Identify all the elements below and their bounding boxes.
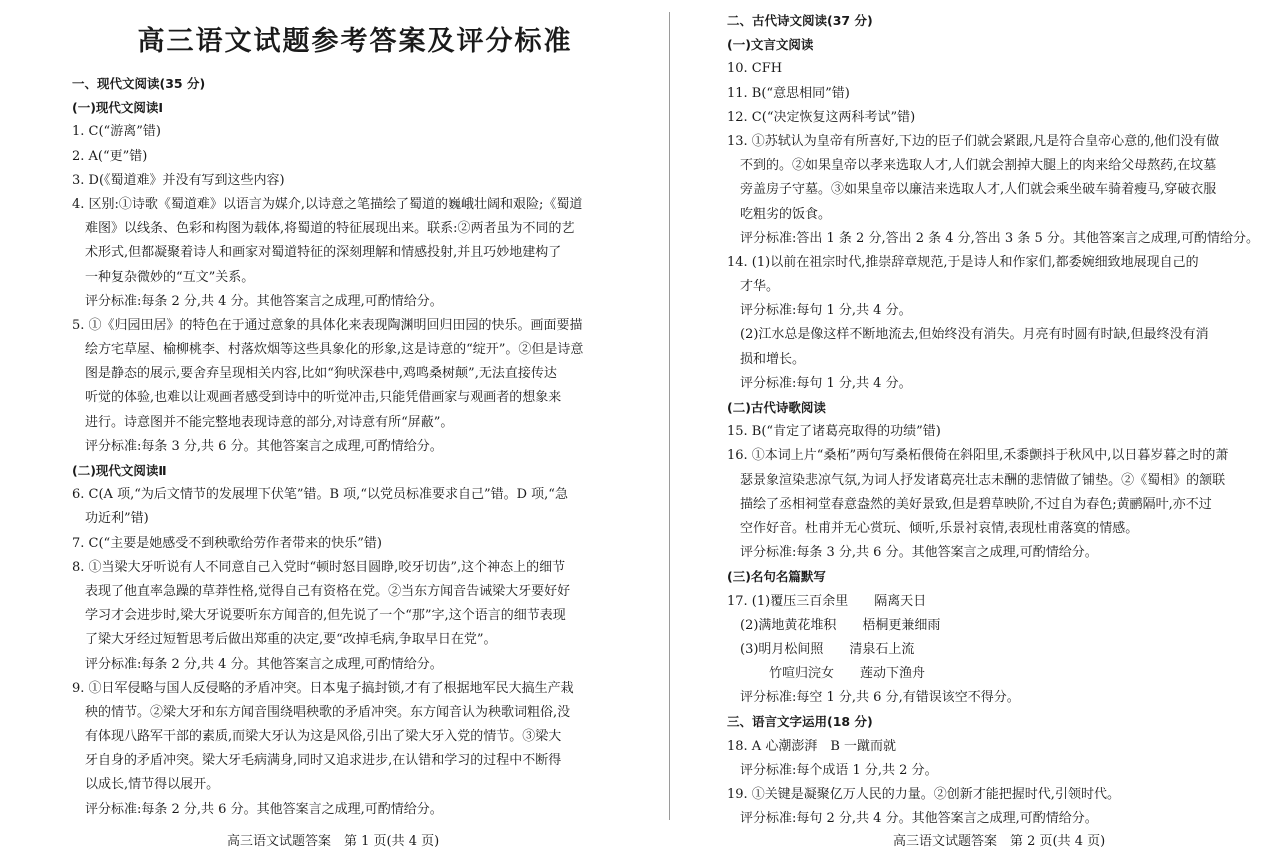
answer-line: 术形式,但都凝聚着诗人和画家对蜀道特征的深刻理解和情感投射,并且巧妙地建构了 bbox=[85, 245, 562, 261]
section-heading: 一、现代文阅读(35 分) bbox=[72, 76, 206, 91]
answer-line: 17. (1)覆压三百余里 隔离天日 bbox=[727, 593, 927, 609]
scoring-criteria: 评分标准:每句 1 分,共 4 分。 bbox=[740, 303, 912, 319]
answer-line: 14. (1)以前在祖宗时代,推崇辞章规范,于是诗人和作家们,都委婉细致地展现自己的 bbox=[727, 254, 1199, 270]
page-2 bbox=[727, 0, 1273, 831]
scoring-criteria: 评分标准:每个成语 1 分,共 2 分。 bbox=[740, 762, 938, 778]
scoring-criteria: 评分标准:每条 2 分,共 6 分。其他答案言之成理,可酌情给分。 bbox=[85, 801, 443, 817]
scoring-criteria: 评分标准:每条 3 分,共 6 分。其他答案言之成理,可酌情给分。 bbox=[740, 545, 1098, 561]
answer-line: 瑟景象渲染悲凉气氛,为词人抒发诸葛亮壮志未酬的悲情做了铺垫。②《蜀相》的颔联 bbox=[740, 472, 1226, 488]
answer-line: 描绘了丞相祠堂春意盎然的美好景致,但是碧草映阶,不过自为春色;黄鹂隔叶,亦不过 bbox=[740, 496, 1212, 512]
answer-line: 损和增长。 bbox=[740, 351, 806, 367]
answer-line: 秧的情节。②梁大牙和东方闻音围绕唱秧歌的矛盾冲突。东方闻音认为秧歌词粗俗,没 bbox=[85, 704, 571, 720]
scoring-criteria: 评分标准:每条 2 分,共 4 分。其他答案言之成理,可酌情给分。 bbox=[85, 293, 443, 309]
answer-line: 18. A 心潮澎湃 B 一蹴而就 bbox=[727, 738, 897, 754]
answer-line: 表现了他直率急躁的草莽性格,觉得自己有资格在党。②当东方闻音告诫梁大牙要好好 bbox=[85, 583, 571, 599]
page-title: 高三语文试题参考答案及评分标准 bbox=[137, 26, 573, 57]
answer-line: 不到的。②如果皇帝以孝来选取人才,人们就会割掉大腿上的肉来给父母熬药,在坟墓 bbox=[740, 158, 1217, 174]
answer-line: 19. ①关键是凝聚亿万人民的力量。②创新才能把握时代,引领时代。 bbox=[727, 787, 1120, 802]
answer-line: 16. ①本词上片“桑柘”两句写桑柘偎倚在斜阳里,禾黍颤抖于秋风中,以日暮岁暮之时的萧 bbox=[727, 448, 1229, 464]
answer-line: 空作好音。杜甫并无心赏玩、倾听,乐景衬哀情,表现杜甫落寞的情感。 bbox=[740, 520, 1139, 536]
answer-line: 10. CFH bbox=[727, 61, 783, 77]
scoring-criteria: 评分标准:每条 3 分,共 6 分。其他答案言之成理,可酌情给分。 bbox=[85, 438, 443, 454]
answer-line: 听觉的体验,也难以让观画者感受到诗中的听觉冲击,只能凭借画家与观画者的想象来 bbox=[85, 390, 562, 406]
answer-line: 有体现八路军干部的素质,而梁大牙认为这是风俗,引出了梁大牙入党的情节。③梁大 bbox=[85, 729, 562, 745]
answer-line: (2)江水总是像这样不断地流去,但始终没有消失。月亮有时圆有时缺,但最终没有消 bbox=[740, 327, 1209, 343]
answer-line: 5. ①《归园田居》的特色在于通过意象的具体化来表现陶渊明回归田园的快乐。画面要描 bbox=[72, 317, 583, 333]
answer-line: 2. A(“更”错) bbox=[72, 148, 148, 164]
section-heading: 三、语言文字运用(18 分) bbox=[727, 714, 873, 730]
answer-line: 难图》以线条、色彩和构图为载体,将蜀道的特征展现出来。联系:②两者虽为不同的艺 bbox=[85, 221, 575, 237]
answer-line: 13. ①苏轼认为皇帝有所喜好,下边的臣子们就会紧跟,凡是符合皇帝心意的,他们没有做 bbox=[727, 133, 1220, 149]
scoring-criteria: 评分标准:每句 2 分,共 4 分。其他答案言之成理,可酌情给分。 bbox=[740, 811, 1098, 827]
scoring-criteria: 评分标准:每条 2 分,共 4 分。其他答案言之成理,可酌情给分。 bbox=[85, 656, 443, 672]
answer-line: 3. D(《蜀道难》并没有写到这些内容) bbox=[72, 172, 285, 188]
answer-line: 进行。诗意图并不能完整地表现诗意的部分,对诗意有所“屏蔽”。 bbox=[85, 414, 454, 430]
answer-line: 功近利”错) bbox=[85, 511, 149, 527]
answer-line: 9. ①日军侵略与国人反侵略的矛盾冲突。日本鬼子搞封锁,才有了根据地军民大搞生产栽 bbox=[72, 680, 574, 696]
answer-line: 11. B(“意思相同”错) bbox=[727, 85, 850, 101]
section-heading: (二)古代诗歌阅读 bbox=[727, 400, 826, 415]
answer-line: 4. 区别:①诗歌《蜀道难》以语言为媒介,以诗意之笔描绘了蜀道的巍峨壮阔和艰险;《蜀道 bbox=[72, 196, 583, 212]
scoring-criteria: 评分标准:每空 1 分,共 6 分,有错误该空不得分。 bbox=[740, 690, 1020, 706]
section-heading: (一)现代文阅读Ⅰ bbox=[72, 100, 164, 116]
answer-line: 才华。 bbox=[740, 279, 780, 295]
answer-body-page-2 bbox=[727, 9, 1273, 831]
answer-line: 吃粗劣的饭食。 bbox=[740, 206, 832, 222]
page-1-footer: 高三语文试题答案 第 1 页(共 4 页) bbox=[227, 834, 440, 849]
section-heading: (二)现代文阅读Ⅱ bbox=[72, 463, 167, 478]
answer-line: (3)明月松间照 清泉石上流 bbox=[740, 641, 915, 657]
answer-line: 绘方宅草屋、榆柳桃李、村落炊烟等这些具象化的形象,这是诗意的“绽开”。②但是诗意 bbox=[85, 342, 584, 358]
answer-line: 牙自身的矛盾冲突。梁大牙毛病满身,同时又追求进步,在认错和学习的过程中不断得 bbox=[85, 753, 562, 769]
section-heading: (三)名句名篇默写 bbox=[727, 569, 826, 585]
scoring-criteria: 评分标准:答出 1 条 2 分,答出 2 条 4 分,答出 3 条 5 分。其他答案言之成理,可酌情给分。 bbox=[740, 230, 1259, 246]
answer-line: (2)满地黄花堆积 梧桐更兼细雨 bbox=[740, 617, 941, 633]
answer-line: 以成长,情节得以展开。 bbox=[85, 777, 220, 793]
answer-line: 图是静态的展示,要舍弃呈现相关内容,比如“狗吠深巷中,鸡鸣桑树颠”,无法直接传达 bbox=[85, 366, 557, 382]
section-heading: (一)文言文阅读 bbox=[727, 37, 814, 53]
answer-line: 6. C(A 项,“为后文情节的发展埋下伏笔”错。B 项,“以党员标准要求自己”错。D 项,“急 bbox=[72, 487, 568, 503]
page-divider bbox=[669, 12, 670, 820]
answer-line: 竹喧归浣女 莲动下渔舟 bbox=[769, 666, 926, 682]
section-heading: 二、古代诗文阅读(37 分) bbox=[727, 13, 873, 28]
page-2-footer: 高三语文试题答案 第 2 页(共 4 页) bbox=[893, 834, 1106, 849]
answer-line: 12. C(“决定恢复这两科考试”错) bbox=[727, 109, 916, 125]
answer-line: 7. C(“主要是她感受不到秧歌给劳作者带来的快乐”错) bbox=[72, 535, 382, 551]
answer-line: 15. B(“肯定了诸葛亮取得的功绩”错) bbox=[727, 424, 941, 440]
answer-line: 学习才会进步时,梁大牙说要听东方闻音的,但先说了一个“那”字,这个语言的细节表现 bbox=[85, 608, 566, 624]
answer-line: 8. ①当梁大牙听说有人不同意自己入党时“顿时怒目圆睁,咬牙切齿”,这个神态上的细节 bbox=[72, 559, 566, 575]
answer-line: 旁盖房子守墓。③如果皇帝以廉洁来选取人才,人们就会乘坐破车骑着瘦马,穿破衣服 bbox=[740, 182, 1217, 198]
answer-line: 了梁大牙经过短暂思考后做出郑重的决定,要“改掉毛病,争取早日在党”。 bbox=[85, 632, 497, 648]
answer-body-page-1 bbox=[72, 72, 618, 822]
answer-line: 1. C(“游离”错) bbox=[72, 124, 161, 140]
answer-line: 一种复杂微妙的“互文”关系。 bbox=[85, 269, 255, 285]
page-1 bbox=[72, 0, 618, 822]
scoring-criteria: 评分标准:每句 1 分,共 4 分。 bbox=[740, 375, 912, 391]
